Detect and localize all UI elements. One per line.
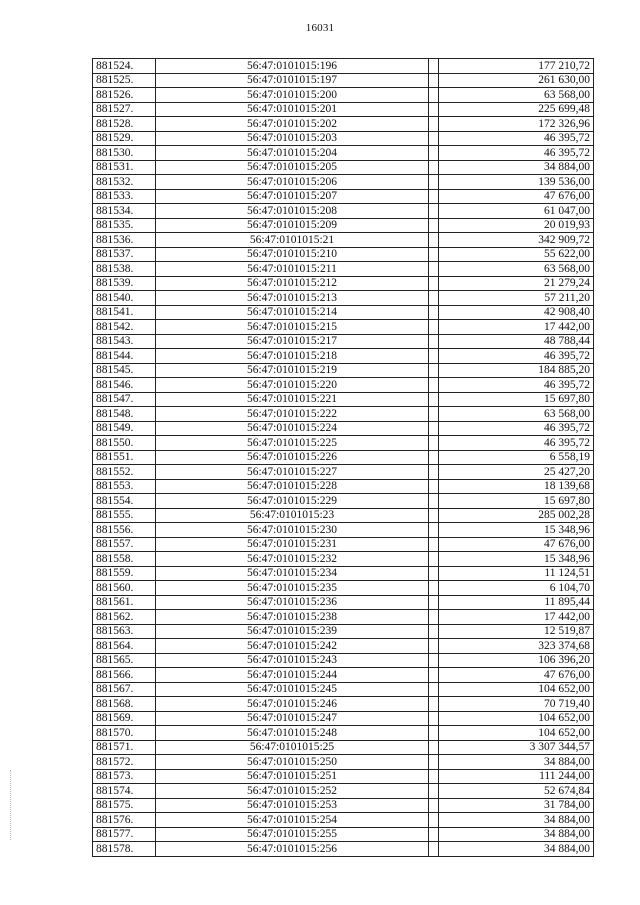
cadastral-number-cell: 56:47:0101015:203 bbox=[156, 131, 429, 146]
cadastral-value-cell: 104 652,00 bbox=[439, 682, 594, 697]
cadastral-number-cell: 56:47:0101015:226 bbox=[156, 450, 429, 465]
cadastral-number-cell: 56:47:0101015:220 bbox=[156, 378, 429, 393]
cadastral-number-cell: 56:47:0101015:236 bbox=[156, 595, 429, 610]
cadastral-number-cell: 56:47:0101015:248 bbox=[156, 726, 429, 741]
row-number-cell: 881548. bbox=[93, 407, 156, 422]
row-number-cell: 881575. bbox=[93, 798, 156, 813]
table-row bbox=[93, 755, 594, 770]
table-row bbox=[93, 610, 594, 625]
row-number-cell: 881569. bbox=[93, 711, 156, 726]
column-gap bbox=[429, 769, 439, 784]
cadastral-number-cell: 56:47:0101015:232 bbox=[156, 552, 429, 567]
row-number-cell: 881550. bbox=[93, 436, 156, 451]
row-number-cell: 881567. bbox=[93, 682, 156, 697]
cadastral-value-cell: 46 395,72 bbox=[439, 131, 594, 146]
cadastral-number-cell: 56:47:0101015:231 bbox=[156, 537, 429, 552]
table-row bbox=[93, 697, 594, 712]
table-row bbox=[93, 653, 594, 668]
cadastral-number-cell: 56:47:0101015:207 bbox=[156, 189, 429, 204]
cadastral-value-cell: 46 395,72 bbox=[439, 378, 594, 393]
table-row bbox=[93, 769, 594, 784]
row-number-cell: 881553. bbox=[93, 479, 156, 494]
page-number: 16031 bbox=[305, 22, 335, 34]
cadastral-value-cell: 3 307 344,57 bbox=[439, 740, 594, 755]
table-row bbox=[93, 494, 594, 509]
table-row bbox=[93, 813, 594, 828]
column-gap bbox=[429, 595, 439, 610]
table-row bbox=[93, 436, 594, 451]
cadastral-value-cell: 34 884,00 bbox=[439, 842, 594, 857]
cadastral-value-cell: 42 908,40 bbox=[439, 305, 594, 320]
cadastral-number-cell: 56:47:0101015:244 bbox=[156, 668, 429, 683]
column-gap bbox=[429, 204, 439, 219]
cadastral-value-cell: 55 622,00 bbox=[439, 247, 594, 262]
cadastral-value-cell: 12 519,87 bbox=[439, 624, 594, 639]
row-number-cell: 881542. bbox=[93, 320, 156, 335]
cadastral-value-cell: 106 396,20 bbox=[439, 653, 594, 668]
table-row bbox=[93, 508, 594, 523]
table-row bbox=[93, 740, 594, 755]
column-gap bbox=[429, 610, 439, 625]
cadastral-value-cell: 285 002,28 bbox=[439, 508, 594, 523]
row-number-cell: 881526. bbox=[93, 88, 156, 103]
cadastral-number-cell: 56:47:0101015:242 bbox=[156, 639, 429, 654]
column-gap bbox=[429, 566, 439, 581]
table-row bbox=[93, 276, 594, 291]
column-gap bbox=[429, 479, 439, 494]
row-number-cell: 881562. bbox=[93, 610, 156, 625]
row-number-cell: 881571. bbox=[93, 740, 156, 755]
row-number-cell: 881552. bbox=[93, 465, 156, 480]
row-number-cell: 881534. bbox=[93, 204, 156, 219]
cadastral-value-cell: 323 374,68 bbox=[439, 639, 594, 654]
column-gap bbox=[429, 131, 439, 146]
column-gap bbox=[429, 653, 439, 668]
cadastral-number-cell: 56:47:0101015:255 bbox=[156, 827, 429, 842]
column-gap bbox=[429, 291, 439, 306]
column-gap bbox=[429, 175, 439, 190]
row-number-cell: 881538. bbox=[93, 262, 156, 277]
table-body bbox=[93, 59, 594, 857]
cadastral-number-cell: 56:47:0101015:202 bbox=[156, 117, 429, 132]
column-gap bbox=[429, 392, 439, 407]
cadastral-number-cell: 56:47:0101015:252 bbox=[156, 784, 429, 799]
cadastral-value-cell: 57 211,20 bbox=[439, 291, 594, 306]
column-gap bbox=[429, 523, 439, 538]
row-number-cell: 881535. bbox=[93, 218, 156, 233]
table-row bbox=[93, 668, 594, 683]
row-number-cell: 881524. bbox=[93, 59, 156, 74]
cadastral-value-cell: 104 652,00 bbox=[439, 711, 594, 726]
cadastral-number-cell: 56:47:0101015:213 bbox=[156, 291, 429, 306]
column-gap bbox=[429, 73, 439, 88]
cadastral-number-cell: 56:47:0101015:253 bbox=[156, 798, 429, 813]
table-row bbox=[93, 639, 594, 654]
column-gap bbox=[429, 682, 439, 697]
table-row bbox=[93, 131, 594, 146]
row-number-cell: 881554. bbox=[93, 494, 156, 509]
column-gap bbox=[429, 639, 439, 654]
cadastral-number-cell: 56:47:0101015:219 bbox=[156, 363, 429, 378]
cadastral-number-cell: 56:47:0101015:246 bbox=[156, 697, 429, 712]
row-number-cell: 881560. bbox=[93, 581, 156, 596]
table-row bbox=[93, 247, 594, 262]
row-number-cell: 881578. bbox=[93, 842, 156, 857]
row-number-cell: 881547. bbox=[93, 392, 156, 407]
cadastral-value-cell: 17 442,00 bbox=[439, 320, 594, 335]
row-number-cell: 881533. bbox=[93, 189, 156, 204]
table-row bbox=[93, 392, 594, 407]
cadastral-number-cell: 56:47:0101015:212 bbox=[156, 276, 429, 291]
cadastral-number-cell: 56:47:0101015:201 bbox=[156, 102, 429, 117]
row-number-cell: 881539. bbox=[93, 276, 156, 291]
cadastral-number-cell: 56:47:0101015:247 bbox=[156, 711, 429, 726]
cadastral-number-cell: 56:47:0101015:200 bbox=[156, 88, 429, 103]
cadastral-value-cell: 34 884,00 bbox=[439, 827, 594, 842]
column-gap bbox=[429, 189, 439, 204]
cadastral-number-cell: 56:47:0101015:214 bbox=[156, 305, 429, 320]
cadastral-number-cell: 56:47:0101015:250 bbox=[156, 755, 429, 770]
row-number-cell: 881574. bbox=[93, 784, 156, 799]
cadastral-value-cell: 15 697,80 bbox=[439, 494, 594, 509]
column-gap bbox=[429, 363, 439, 378]
column-gap bbox=[429, 305, 439, 320]
row-number-cell: 881527. bbox=[93, 102, 156, 117]
row-number-cell: 881531. bbox=[93, 160, 156, 175]
cadastral-number-cell: 56:47:0101015:204 bbox=[156, 146, 429, 161]
cadastral-number-cell: 56:47:0101015:245 bbox=[156, 682, 429, 697]
row-number-cell: 881530. bbox=[93, 146, 156, 161]
cadastral-number-cell: 56:47:0101015:234 bbox=[156, 566, 429, 581]
cadastral-number-cell: 56:47:0101015:21 bbox=[156, 233, 429, 248]
row-number-cell: 881545. bbox=[93, 363, 156, 378]
cadastral-number-cell: 56:47:0101015:197 bbox=[156, 73, 429, 88]
column-gap bbox=[429, 827, 439, 842]
cadastral-value-cell: 15 697,80 bbox=[439, 392, 594, 407]
row-number-cell: 881544. bbox=[93, 349, 156, 364]
column-gap bbox=[429, 508, 439, 523]
column-gap bbox=[429, 320, 439, 335]
table-row bbox=[93, 407, 594, 422]
table-row bbox=[93, 88, 594, 103]
column-gap bbox=[429, 552, 439, 567]
cadastral-number-cell: 56:47:0101015:205 bbox=[156, 160, 429, 175]
table-row bbox=[93, 523, 594, 538]
cadastral-value-cell: 11 124,51 bbox=[439, 566, 594, 581]
row-number-cell: 881576. bbox=[93, 813, 156, 828]
row-number-cell: 881566. bbox=[93, 668, 156, 683]
column-gap bbox=[429, 813, 439, 828]
cadastral-value-cell: 34 884,00 bbox=[439, 160, 594, 175]
column-gap bbox=[429, 421, 439, 436]
column-gap bbox=[429, 740, 439, 755]
cadastral-value-cell: 342 909,72 bbox=[439, 233, 594, 248]
cadastral-number-cell: 56:47:0101015:221 bbox=[156, 392, 429, 407]
column-gap bbox=[429, 697, 439, 712]
cadastral-number-cell: 56:47:0101015:254 bbox=[156, 813, 429, 828]
table-row bbox=[93, 784, 594, 799]
row-number-cell: 881557. bbox=[93, 537, 156, 552]
cadastral-number-cell: 56:47:0101015:243 bbox=[156, 653, 429, 668]
cadastral-value-cell: 6 558,19 bbox=[439, 450, 594, 465]
cadastral-value-cell: 104 652,00 bbox=[439, 726, 594, 741]
table-row bbox=[93, 233, 594, 248]
cadastral-value-cell: 17 442,00 bbox=[439, 610, 594, 625]
cadastral-value-cell: 18 139,68 bbox=[439, 479, 594, 494]
cadastral-value-cell: 111 244,00 bbox=[439, 769, 594, 784]
cadastral-value-cell: 34 884,00 bbox=[439, 813, 594, 828]
column-gap bbox=[429, 726, 439, 741]
table-row bbox=[93, 711, 594, 726]
table-row bbox=[93, 726, 594, 741]
cadastral-number-cell: 56:47:0101015:209 bbox=[156, 218, 429, 233]
column-gap bbox=[429, 160, 439, 175]
cadastral-value-cell: 46 395,72 bbox=[439, 421, 594, 436]
cadastral-number-cell: 56:47:0101015:196 bbox=[156, 59, 429, 74]
cadastral-number-cell: 56:47:0101015:256 bbox=[156, 842, 429, 857]
cadastral-number-cell: 56:47:0101015:23 bbox=[156, 508, 429, 523]
row-number-cell: 881563. bbox=[93, 624, 156, 639]
cadastral-value-cell: 63 568,00 bbox=[439, 88, 594, 103]
cadastral-number-cell: 56:47:0101015:235 bbox=[156, 581, 429, 596]
table-row bbox=[93, 363, 594, 378]
table-row bbox=[93, 450, 594, 465]
cadastral-value-cell: 261 630,00 bbox=[439, 73, 594, 88]
table-row bbox=[93, 218, 594, 233]
table-row bbox=[93, 291, 594, 306]
cadastral-number-cell: 56:47:0101015:218 bbox=[156, 349, 429, 364]
scan-margin-artifact bbox=[10, 770, 12, 840]
cadastral-value-cell: 47 676,00 bbox=[439, 668, 594, 683]
table-row bbox=[93, 262, 594, 277]
cadastral-number-cell: 56:47:0101015:222 bbox=[156, 407, 429, 422]
table-row bbox=[93, 682, 594, 697]
cadastral-number-cell: 56:47:0101015:215 bbox=[156, 320, 429, 335]
column-gap bbox=[429, 59, 439, 74]
row-number-cell: 881568. bbox=[93, 697, 156, 712]
column-gap bbox=[429, 494, 439, 509]
table-row bbox=[93, 349, 594, 364]
row-number-cell: 881558. bbox=[93, 552, 156, 567]
cadastral-number-cell: 56:47:0101015:227 bbox=[156, 465, 429, 480]
column-gap bbox=[429, 378, 439, 393]
row-number-cell: 881564. bbox=[93, 639, 156, 654]
table-row bbox=[93, 624, 594, 639]
column-gap bbox=[429, 102, 439, 117]
table-row bbox=[93, 595, 594, 610]
table-row bbox=[93, 842, 594, 857]
column-gap bbox=[429, 233, 439, 248]
table-row bbox=[93, 479, 594, 494]
column-gap bbox=[429, 798, 439, 813]
column-gap bbox=[429, 407, 439, 422]
cadastral-value-cell: 184 885,20 bbox=[439, 363, 594, 378]
table-row bbox=[93, 465, 594, 480]
cadastral-number-cell: 56:47:0101015:228 bbox=[156, 479, 429, 494]
column-gap bbox=[429, 668, 439, 683]
cadastral-value-cell: 34 884,00 bbox=[439, 755, 594, 770]
cadastral-value-cell: 61 047,00 bbox=[439, 204, 594, 219]
cadastral-value-cell: 11 895,44 bbox=[439, 595, 594, 610]
cadastral-number-cell: 56:47:0101015:210 bbox=[156, 247, 429, 262]
row-number-cell: 881536. bbox=[93, 233, 156, 248]
column-gap bbox=[429, 842, 439, 857]
table-row bbox=[93, 117, 594, 132]
cadastral-value-cell: 225 699,48 bbox=[439, 102, 594, 117]
column-gap bbox=[429, 262, 439, 277]
table-row bbox=[93, 102, 594, 117]
cadastral-number-cell: 56:47:0101015:225 bbox=[156, 436, 429, 451]
cadastral-number-cell: 56:47:0101015:239 bbox=[156, 624, 429, 639]
cadastral-value-cell: 20 019,93 bbox=[439, 218, 594, 233]
cadastral-number-cell: 56:47:0101015:208 bbox=[156, 204, 429, 219]
column-gap bbox=[429, 349, 439, 364]
row-number-cell: 881551. bbox=[93, 450, 156, 465]
column-gap bbox=[429, 537, 439, 552]
table-row bbox=[93, 73, 594, 88]
row-number-cell: 881565. bbox=[93, 653, 156, 668]
table-row bbox=[93, 320, 594, 335]
table-row bbox=[93, 581, 594, 596]
cadastral-value-cell: 46 395,72 bbox=[439, 146, 594, 161]
column-gap bbox=[429, 450, 439, 465]
cadastral-value-cell: 47 676,00 bbox=[439, 189, 594, 204]
column-gap bbox=[429, 334, 439, 349]
cadastral-value-cell: 70 719,40 bbox=[439, 697, 594, 712]
table-row bbox=[93, 334, 594, 349]
row-number-cell: 881577. bbox=[93, 827, 156, 842]
cadastral-value-cell: 48 788,44 bbox=[439, 334, 594, 349]
row-number-cell: 881532. bbox=[93, 175, 156, 190]
row-number-cell: 881559. bbox=[93, 566, 156, 581]
table-row bbox=[93, 552, 594, 567]
table-row bbox=[93, 378, 594, 393]
cadastral-value-cell: 46 395,72 bbox=[439, 349, 594, 364]
row-number-cell: 881556. bbox=[93, 523, 156, 538]
cadastral-number-cell: 56:47:0101015:206 bbox=[156, 175, 429, 190]
table-row bbox=[93, 827, 594, 842]
cadastral-value-cell: 15 348,96 bbox=[439, 523, 594, 538]
column-gap bbox=[429, 276, 439, 291]
row-number-cell: 881555. bbox=[93, 508, 156, 523]
cadastral-value-cell: 63 568,00 bbox=[439, 262, 594, 277]
column-gap bbox=[429, 436, 439, 451]
column-gap bbox=[429, 247, 439, 262]
table-row bbox=[93, 537, 594, 552]
table-row bbox=[93, 175, 594, 190]
cadastral-value-cell: 47 676,00 bbox=[439, 537, 594, 552]
table-row bbox=[93, 566, 594, 581]
column-gap bbox=[429, 117, 439, 132]
cadastral-value-cell: 31 784,00 bbox=[439, 798, 594, 813]
cadastral-number-cell: 56:47:0101015:229 bbox=[156, 494, 429, 509]
row-number-cell: 881528. bbox=[93, 117, 156, 132]
column-gap bbox=[429, 218, 439, 233]
cadastral-number-cell: 56:47:0101015:25 bbox=[156, 740, 429, 755]
column-gap bbox=[429, 146, 439, 161]
column-gap bbox=[429, 624, 439, 639]
row-number-cell: 881549. bbox=[93, 421, 156, 436]
row-number-cell: 881572. bbox=[93, 755, 156, 770]
table-row bbox=[93, 146, 594, 161]
column-gap bbox=[429, 755, 439, 770]
table-row bbox=[93, 204, 594, 219]
row-number-cell: 881540. bbox=[93, 291, 156, 306]
row-number-cell: 881537. bbox=[93, 247, 156, 262]
cadastral-number-cell: 56:47:0101015:251 bbox=[156, 769, 429, 784]
cadastral-value-cell: 46 395,72 bbox=[439, 436, 594, 451]
row-number-cell: 881541. bbox=[93, 305, 156, 320]
row-number-cell: 881561. bbox=[93, 595, 156, 610]
cadastral-value-cell: 177 210,72 bbox=[439, 59, 594, 74]
row-number-cell: 881525. bbox=[93, 73, 156, 88]
cadastral-value-cell: 6 104,70 bbox=[439, 581, 594, 596]
table-row bbox=[93, 189, 594, 204]
cadastral-number-cell: 56:47:0101015:211 bbox=[156, 262, 429, 277]
row-number-cell: 881543. bbox=[93, 334, 156, 349]
table-row bbox=[93, 305, 594, 320]
table-row bbox=[93, 421, 594, 436]
cadastral-value-cell: 172 326,96 bbox=[439, 117, 594, 132]
row-number-cell: 881529. bbox=[93, 131, 156, 146]
column-gap bbox=[429, 465, 439, 480]
cadastral-value-cell: 52 674,84 bbox=[439, 784, 594, 799]
cadastral-value-cell: 25 427,20 bbox=[439, 465, 594, 480]
column-gap bbox=[429, 784, 439, 799]
table-row bbox=[93, 798, 594, 813]
cadastral-number-cell: 56:47:0101015:224 bbox=[156, 421, 429, 436]
column-gap bbox=[429, 88, 439, 103]
cadastral-value-cell: 21 279,24 bbox=[439, 276, 594, 291]
cadastral-value-cell: 15 348,96 bbox=[439, 552, 594, 567]
cadastral-value-cell: 63 568,00 bbox=[439, 407, 594, 422]
cadastral-number-cell: 56:47:0101015:217 bbox=[156, 334, 429, 349]
cadastral-value-table bbox=[92, 58, 594, 857]
table-row bbox=[93, 59, 594, 74]
column-gap bbox=[429, 711, 439, 726]
row-number-cell: 881546. bbox=[93, 378, 156, 393]
cadastral-value-cell: 139 536,00 bbox=[439, 175, 594, 190]
column-gap bbox=[429, 581, 439, 596]
table-row bbox=[93, 160, 594, 175]
cadastral-number-cell: 56:47:0101015:230 bbox=[156, 523, 429, 538]
cadastral-number-cell: 56:47:0101015:238 bbox=[156, 610, 429, 625]
row-number-cell: 881573. bbox=[93, 769, 156, 784]
row-number-cell: 881570. bbox=[93, 726, 156, 741]
